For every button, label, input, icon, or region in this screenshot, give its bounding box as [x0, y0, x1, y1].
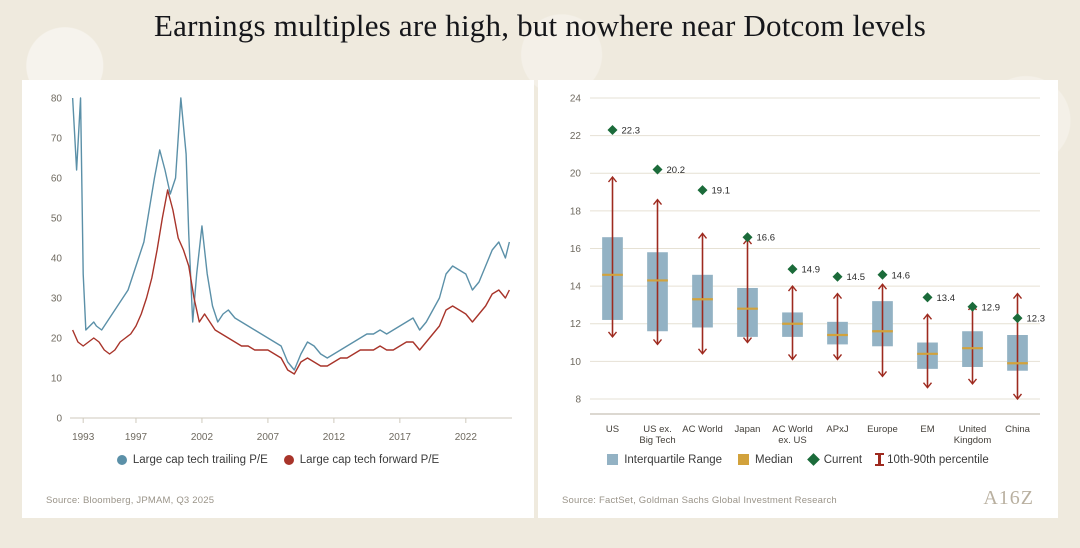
legend-label: Large cap tech forward P/E — [299, 454, 440, 466]
svg-text:0: 0 — [56, 413, 62, 425]
svg-text:10: 10 — [569, 356, 581, 368]
brand-logo: A16Z — [983, 487, 1034, 509]
svg-text:13.4: 13.4 — [936, 292, 955, 304]
left-chart-legend — [22, 454, 534, 466]
svg-text:20: 20 — [50, 333, 62, 345]
svg-text:Big Tech: Big Tech — [639, 435, 676, 446]
svg-text:16.6: 16.6 — [756, 232, 775, 244]
svg-text:12.9: 12.9 — [981, 302, 1000, 314]
svg-text:60: 60 — [50, 173, 62, 185]
legend-errorbar-icon — [878, 453, 881, 466]
svg-text:24: 24 — [569, 93, 581, 105]
svg-text:20: 20 — [569, 168, 581, 180]
legend-label: Median — [755, 453, 793, 466]
legend-item-median — [738, 454, 793, 466]
svg-text:2022: 2022 — [454, 432, 477, 443]
legend-item-percentile — [878, 453, 989, 466]
svg-text:2007: 2007 — [256, 432, 280, 443]
svg-text:14.5: 14.5 — [846, 272, 865, 284]
svg-text:30: 30 — [50, 293, 62, 305]
box-whisker-chart — [538, 80, 1058, 480]
svg-text:Europe: Europe — [867, 424, 898, 435]
svg-text:12.3: 12.3 — [1026, 313, 1045, 325]
right-source-note: Source: FactSet, Goldman Sachs Global Investment Research — [562, 495, 837, 506]
svg-text:20.2: 20.2 — [666, 164, 685, 176]
svg-text:China: China — [1005, 424, 1030, 435]
svg-text:US ex.: US ex. — [643, 424, 672, 435]
legend-item-current — [809, 454, 862, 466]
svg-text:1997: 1997 — [124, 432, 148, 443]
legend-item-forward-pe — [284, 454, 439, 466]
svg-text:14.6: 14.6 — [891, 270, 910, 282]
svg-text:16: 16 — [569, 243, 581, 255]
legend-color-swatch — [738, 454, 749, 465]
svg-text:2017: 2017 — [388, 432, 411, 443]
left-source-note: Source: Bloomberg, JPMAM, Q3 2025 — [46, 495, 215, 506]
legend-color-swatch — [607, 454, 618, 465]
right-chart-panel — [538, 80, 1058, 518]
legend-color-swatch — [117, 455, 127, 465]
svg-text:40: 40 — [50, 253, 62, 265]
svg-text:10: 10 — [50, 373, 62, 385]
svg-text:12: 12 — [569, 319, 581, 331]
svg-text:19.1: 19.1 — [711, 185, 730, 197]
svg-text:2002: 2002 — [190, 432, 214, 443]
page-title: Earnings multiples are high, but nowhere near Dotcom levels — [154, 8, 926, 43]
legend-label: Interquartile Range — [624, 453, 723, 466]
svg-text:United: United — [958, 424, 987, 435]
svg-text:APxJ: APxJ — [826, 424, 849, 435]
svg-text:80: 80 — [50, 93, 62, 105]
svg-text:AC World: AC World — [682, 424, 723, 435]
svg-text:8: 8 — [575, 394, 581, 406]
line-chart — [22, 80, 534, 480]
svg-text:14.9: 14.9 — [801, 264, 820, 276]
legend-color-swatch — [284, 455, 294, 465]
svg-text:Japan: Japan — [734, 424, 761, 435]
svg-text:1993: 1993 — [72, 432, 95, 443]
svg-text:ex. US: ex. US — [778, 435, 807, 446]
legend-color-swatch — [807, 453, 820, 466]
svg-text:EM: EM — [920, 424, 935, 435]
svg-text:14: 14 — [569, 281, 581, 293]
svg-text:70: 70 — [50, 133, 62, 145]
svg-text:18: 18 — [569, 206, 581, 218]
svg-text:Kingdom: Kingdom — [953, 435, 992, 446]
left-chart-panel — [22, 80, 534, 518]
right-chart-legend — [538, 453, 1058, 466]
svg-text:2012: 2012 — [322, 432, 346, 443]
legend-label: 10th-90th percentile — [887, 453, 989, 466]
svg-text:US: US — [605, 424, 620, 435]
legend-item-trailing-pe — [117, 454, 268, 466]
svg-text:AC World: AC World — [772, 424, 813, 435]
svg-text:22: 22 — [569, 131, 581, 143]
legend-label: Large cap tech trailing P/E — [132, 454, 268, 466]
svg-text:22.3: 22.3 — [621, 125, 640, 137]
legend-item-iqr — [607, 454, 722, 466]
legend-label: Current — [823, 453, 863, 466]
svg-text:50: 50 — [50, 213, 62, 225]
